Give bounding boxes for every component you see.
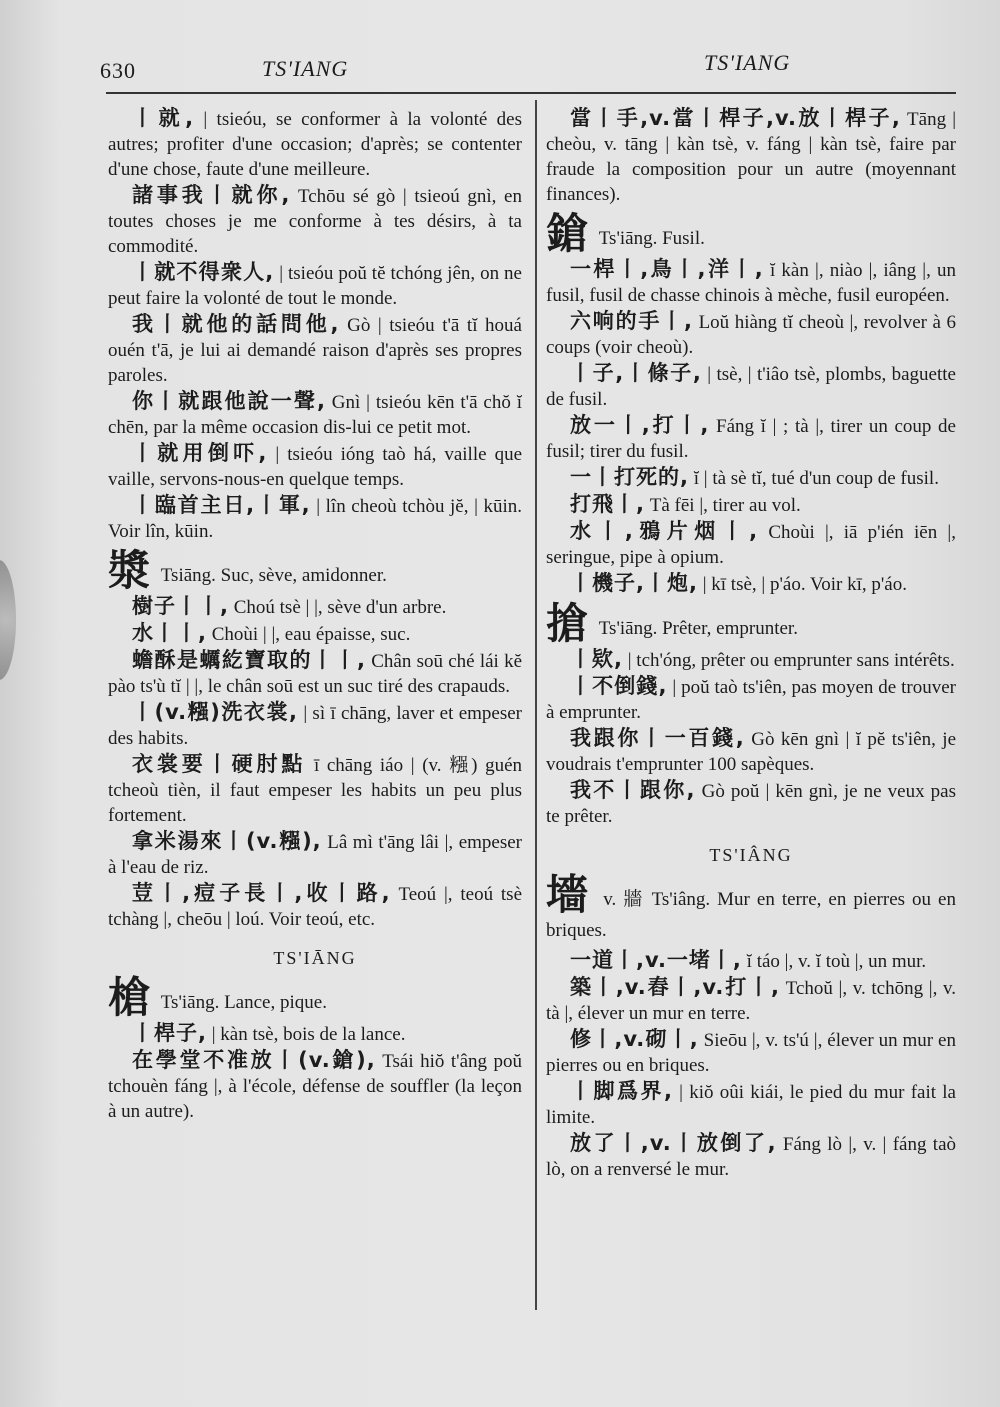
entry-translation: Choùi | |, eau épaisse, suc. xyxy=(206,624,411,645)
entry-chinese: 丨子,丨條子, xyxy=(570,361,702,385)
entry-chinese: 我丨就他的話問他, xyxy=(132,312,340,336)
entry-translation: | sì ī chāng, laver et empeser des habits. xyxy=(108,703,522,749)
entry-translation: | kiŏ oûi kiái, le pied du mur fait la limite. xyxy=(546,1082,956,1128)
dictionary-entry xyxy=(546,106,956,207)
page-number: 630 xyxy=(100,58,136,83)
entry-chinese: 丨就, xyxy=(132,106,195,130)
dictionary-entry xyxy=(546,647,956,673)
entry-chinese: 在學堂不准放丨(v.鎗), xyxy=(132,1048,376,1072)
entry-translation: Tchōu sé gò | tsieoú gnì, en toutes choses je me conforme à tes désirs, à ta commodité. xyxy=(108,186,522,257)
dictionary-entry xyxy=(108,389,522,440)
entry-chinese: 衣裳要丨硬肘點 xyxy=(132,752,307,776)
entry-translation: | tsieóu, se conformer à la volonté des autres; profiter d'une occasion; d'après; se contenter d'une chose, faute d'une meilleure. xyxy=(108,109,522,180)
entry-translation: Gò poŭ | kēn gnì, je ne veux pas te prêter. xyxy=(546,781,956,827)
running-title-right: TS'IANG xyxy=(704,50,791,75)
headword-character: 墻 xyxy=(546,870,591,919)
entry-translation: ĭ kàn |, niào |, iâng |, un fusil, fusil de chasse chinois à mèche, fusil européen. xyxy=(546,260,956,306)
right-column xyxy=(546,106,956,1183)
dictionary-entry xyxy=(108,594,522,620)
dictionary-entry xyxy=(108,260,522,311)
entry-translation: Tchoŭ |, v. tchōng |, v. tà |, élever un mur en terre. xyxy=(546,978,956,1024)
entry-chinese: 丨就用倒吓, xyxy=(132,441,268,465)
headword-entry xyxy=(108,546,522,595)
entry-chinese: 一桿丨,鳥丨,洋丨, xyxy=(570,257,764,281)
headword-character: 漿 xyxy=(108,546,151,595)
dictionary-entry xyxy=(108,621,522,647)
entry-translation: Fáng ĭ | ; tà |, tirer un coup de fusil; tirer du fusil. xyxy=(546,416,956,462)
headword-character: 槍 xyxy=(108,973,151,1022)
entry-translation: Gò | tsieóu t'ā tĭ houá ouén t'ā, je lui ai demandé raison d'après ses propres paroles. xyxy=(108,315,522,386)
entry-translation: ī chāng iáo | (v. 糨) guén tcheoù tièn, il faut empeser les habits un peu plus fortement. xyxy=(108,755,523,826)
entry-translation: Tsái hiŏ t'âng poŭ tchouèn fáng |, à l'école, défense de souffler (la leçon à un autre). xyxy=(108,1051,522,1122)
entry-chinese: 修丨,v.砌丨, xyxy=(570,1027,699,1051)
headword-definition: Ts'iāng. Prêter, emprunter. xyxy=(594,618,798,639)
headword-character: 搶 xyxy=(546,599,589,648)
entry-translation: ĭ | tà sè tĭ, tué d'un coup de fusil. xyxy=(688,468,939,489)
dictionary-entry xyxy=(546,674,956,725)
entry-chinese: 丨機子,丨炮, xyxy=(570,571,698,595)
entry-chinese: 蟾酥是蠣紇寶取的丨丨, xyxy=(132,648,366,672)
entry-translation: Choú tsè | |, sève d'un arbre. xyxy=(228,597,447,618)
thumb-shadow xyxy=(0,560,16,680)
entry-translation: Choùi |, iā p'ién iēn |, seringue, pipe à opium. xyxy=(546,522,956,568)
entry-chinese: 丨就不得衆人, xyxy=(132,260,275,284)
entry-chinese: 丨不倒錢, xyxy=(570,674,668,698)
section-title: TS'IĀNG xyxy=(273,948,357,968)
dictionary-entry xyxy=(546,778,956,829)
entry-chinese: 水丨,鴉片烟丨, xyxy=(570,519,759,543)
entry-chinese: 六响的手丨, xyxy=(570,309,694,333)
entry-translation: Gò kēn gnì | ĭ pĕ ts'iên, je voudrais t'emprunter 100 sapèques. xyxy=(546,729,957,775)
entry-chinese: 丨桿子, xyxy=(132,1021,207,1045)
headword-character: 鎗 xyxy=(546,209,589,258)
entry-translation: | poŭ taò ts'iên, pas moyen de trouver à emprunter. xyxy=(546,677,956,723)
entry-chinese: 水丨丨, xyxy=(132,621,207,645)
dictionary-entry xyxy=(108,829,522,880)
dictionary-entry xyxy=(108,312,522,388)
entry-chinese: 當丨手,v.當丨桿子,v.放丨桿子, xyxy=(570,106,901,130)
entry-translation: Fáng lò |, v. | fáng taò lò, on a renversé le mur. xyxy=(546,1134,956,1180)
dictionary-entry xyxy=(108,106,522,182)
entry-translation: Gnì | tsieóu kēn t'ā chŏ ĭ chēn, par la même occasion dis-lui ce petit mot. xyxy=(108,392,522,438)
dictionary-entry xyxy=(546,1027,956,1078)
entry-translation: ĭ táo |, v. ĭ toù |, un mur. xyxy=(741,951,927,972)
entry-translation: Loŭ hiàng tĭ cheoù |, revolver à 6 coups (voir cheoù). xyxy=(546,312,956,358)
entry-chinese: 我跟你丨一百錢, xyxy=(570,726,745,750)
entry-chinese: 丨欵, xyxy=(570,647,623,671)
dictionary-entry xyxy=(546,257,956,308)
entry-chinese: 放一丨,打丨, xyxy=(570,413,710,437)
entry-translation: Tāng | cheòu, v. tāng | kàn tsè, v. fáng | kàn tsè, faire par fraude la composition pour un autre (moyennant finances). xyxy=(546,109,957,205)
section-title: TS'IÂNG xyxy=(709,845,793,865)
entry-translation: | tsieóu poŭ tĕ tchóng jên, on ne peut faire la volonté de tout le monde. xyxy=(108,263,522,309)
dictionary-entry xyxy=(546,309,956,360)
page-header xyxy=(0,50,1000,90)
entry-translation: | tsè, | t'iâo tsè, plombs, baguette de fusil. xyxy=(546,364,956,410)
dictionary-entry xyxy=(546,571,956,597)
entry-translation: | tch'óng, prêter ou emprunter sans intérêts. xyxy=(622,650,955,671)
headword-definition: v. 牆 Ts'iâng. Mur en terre, en pierres ou en briques. xyxy=(546,889,956,941)
dictionary-entry xyxy=(546,519,956,570)
left-column xyxy=(108,106,522,1125)
dictionary-entry xyxy=(546,492,956,518)
entry-translation: | kàn tsè, bois de la lance. xyxy=(206,1024,406,1045)
dictionary-entry xyxy=(546,975,956,1026)
entry-chinese: 你丨就跟他說一聲, xyxy=(132,389,326,413)
entry-chinese: 丨脚爲界, xyxy=(570,1079,673,1103)
dictionary-entry xyxy=(108,648,522,699)
headword-entry xyxy=(546,870,956,946)
entry-translation: | lîn cheoù tchòu jĕ, | kūin. Voir lîn, kūin. xyxy=(108,496,522,542)
headword-entry xyxy=(546,209,956,258)
headword-definition: Ts'iāng. Lance, pique. xyxy=(156,992,327,1013)
dictionary-entry xyxy=(546,361,956,412)
entry-translation: Teoú |, teoú tsè tchàng |, cheōu | loú. Voir teoú, etc. xyxy=(108,884,522,930)
header-rule xyxy=(106,92,956,94)
entry-chinese: 我不丨跟你, xyxy=(570,778,696,802)
dictionary-entry xyxy=(108,700,522,751)
headword-definition: Tsiāng. Suc, sève, amidonner. xyxy=(156,565,387,586)
entry-translation: Tà fēi |, tirer au vol. xyxy=(644,495,801,516)
headword-entry xyxy=(546,599,956,648)
dictionary-entry xyxy=(546,465,956,491)
entry-chinese: 拿米湯來丨(v.糨), xyxy=(132,829,322,853)
dictionary-entry xyxy=(546,1131,956,1182)
dictionary-entry xyxy=(546,413,956,464)
headword-entry xyxy=(108,973,522,1022)
entry-chinese: 樹子丨丨, xyxy=(132,594,229,618)
entry-translation: | kī tsè, | p'áo. Voir kī, p'áo. xyxy=(697,574,907,595)
dictionary-entry xyxy=(546,948,956,974)
entry-chinese: 放了丨,v.丨放倒了, xyxy=(570,1131,777,1155)
entry-chinese: 荳丨,痘子長丨,收丨路, xyxy=(132,881,391,905)
column-divider xyxy=(535,100,537,1310)
running-title-left: TS'IANG xyxy=(262,56,349,81)
entry-chinese: 一丨打死的, xyxy=(570,465,689,489)
dictionary-entry xyxy=(108,493,522,544)
entry-translation: Lâ mì t'āng lâi |, empeser à l'eau de riz. xyxy=(108,832,522,878)
entry-chinese: 丨(v.糨)洗衣裳, xyxy=(132,700,299,724)
dictionary-entry xyxy=(108,183,522,259)
entry-translation: Sieōu |, v. ts'ú |, élever un mur en pierres ou en briques. xyxy=(546,1030,956,1076)
entry-chinese: 丨臨首主日,丨軍, xyxy=(132,493,311,517)
dictionary-entry xyxy=(108,1021,522,1047)
dictionary-entry xyxy=(108,441,522,492)
dictionary-entry xyxy=(108,752,522,828)
entry-chinese: 一道丨,v.一堵丨, xyxy=(570,948,742,972)
dictionary-entry xyxy=(108,881,522,932)
headword-definition: Ts'iāng. Fusil. xyxy=(594,228,705,249)
entry-chinese: 諸事我丨就你, xyxy=(132,183,291,207)
dictionary-entry xyxy=(546,726,956,777)
dictionary-entry xyxy=(546,1079,956,1130)
entry-chinese: 打飛丨, xyxy=(570,492,645,516)
dictionary-entry xyxy=(108,1048,522,1124)
entry-chinese: 築丨,v.舂丨,v.打丨, xyxy=(570,975,781,999)
entry-translation: Chân soū ché lái kĕ pào ts'ù tĭ | |, le chân soū est un suc tiré des crapauds. xyxy=(108,651,522,697)
entry-translation: | tsieóu ióng taò há, vaille que vaille, servons-nous-en quelque temps. xyxy=(108,444,522,490)
